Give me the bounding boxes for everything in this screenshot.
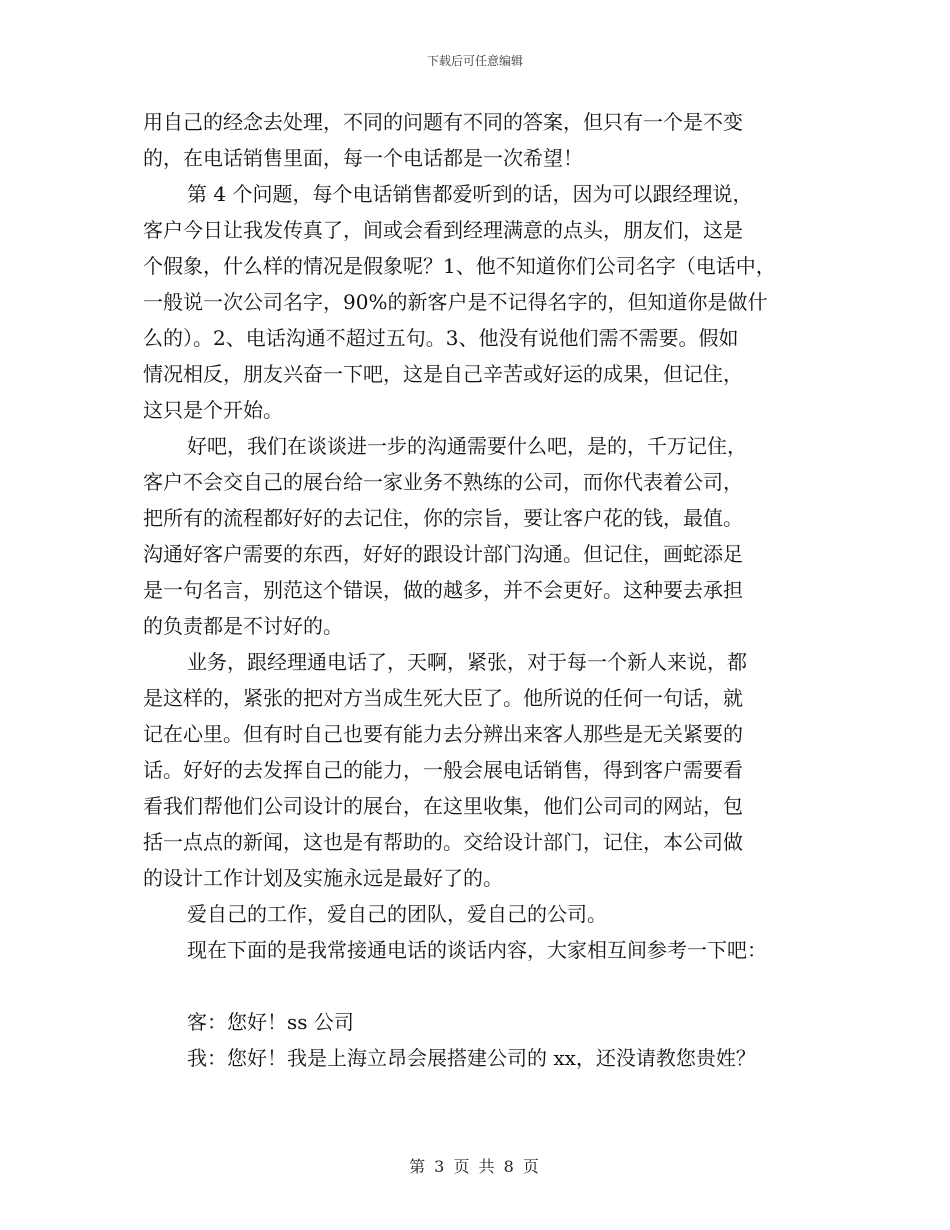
text-line: 用自己的经念去处理，不同的问题有不同的答案，但只有一个是不变	[143, 110, 743, 134]
page-header: 下载后可任意编辑	[426, 54, 523, 68]
text-line: 是这样的，紧张的把对方当成生死大臣了。他所说的任何一句话，就	[143, 686, 743, 710]
text-line: 爱自己的工作，爱自己的团队，爱自己的公司。	[187, 902, 607, 926]
text-line: 话。好好的去发挥自己的能力，一般会展电话销售，得到客户需要看	[143, 758, 743, 782]
text-line: 客：您好！ss 公司	[187, 1010, 354, 1034]
text-line: 记在心里。但有时自己也要有能力去分辨出来客人那些是无关紧要的	[143, 722, 743, 746]
text-line: 看我们帮他们公司设计的展台，在这里收集，他们公司司的网站，包	[143, 794, 743, 818]
text-line: 括一点点的新闻，这也是有帮助的。交给设计部门，记住，本公司做	[143, 830, 743, 854]
text-line: 沟通好客户需要的东西，好好的跟设计部门沟通。但记住，画蛇添足	[143, 542, 743, 566]
text-line: 的，在电话销售里面，每一个电话都是一次希望！	[143, 146, 583, 170]
text-line: 我：您好！我是上海立昂会展搭建公司的 xx，还没请教您贵姓？	[187, 1046, 756, 1070]
text-line: 业务，跟经理通电话了，天啊，紧张，对于每一个新人来说，都	[187, 650, 747, 674]
page-footer: 第 3 页 共 8 页	[409, 1157, 541, 1176]
blank-line	[143, 968, 803, 1004]
text-line: 第 4 个问题，每个电话销售都爱听到的话，因为可以跟经理说，	[187, 182, 753, 206]
text-line: 么的）。2、电话沟通不超过五句。3、他没有说他们需不需要。假如	[143, 326, 739, 350]
text-line: 客户今日让我发传真了，间或会看到经理满意的点头，朋友们，这是	[143, 218, 743, 242]
text-line: 情况相反，朋友兴奋一下吧，这是自己辛苦或好运的成果，但记住，	[143, 362, 743, 386]
text-line: 好吧，我们在谈谈进一步的沟通需要什么吧，是的，千万记住，	[187, 434, 747, 458]
text-line: 这只是个开始。	[143, 398, 283, 422]
text-line: 个假象，什么样的情况是假象呢？1、他不知道你们公司名字（电话中，	[143, 254, 776, 278]
text-line: 是一句名言，别范这个错误，做的越多，并不会更好。这种要去承担	[143, 578, 743, 602]
text-line: 的负责都是不讨好的。	[143, 614, 343, 638]
text-line: 客户不会交自己的展台给一家业务不熟练的公司，而你代表着公司，	[143, 470, 743, 494]
text-line: 把所有的流程都好好的去记住，你的宗旨，要让客户花的钱，最值。	[143, 506, 743, 530]
document-body	[143, 104, 803, 1076]
text-line: 现在下面的是我常接通电话的谈话内容，大家相互间参考一下吧：	[187, 938, 767, 962]
text-line: 的设计工作计划及实施永远是最好了的。	[143, 866, 503, 890]
text-line: 一般说一次公司名字，90%的新客户是不记得名字的，但知道你是做什	[143, 290, 768, 314]
